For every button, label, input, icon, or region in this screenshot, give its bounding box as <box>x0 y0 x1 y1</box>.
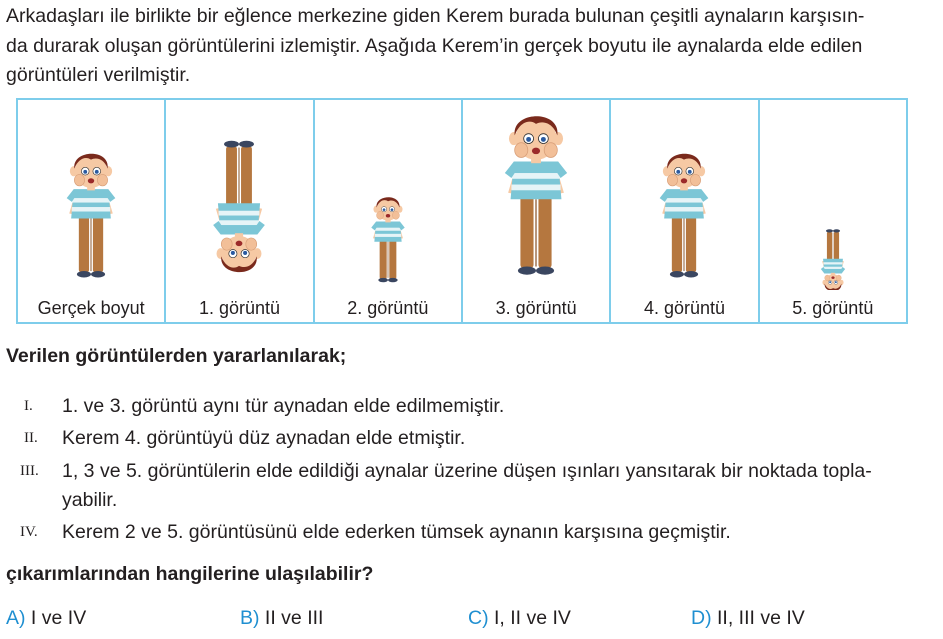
statement-numeral: I. <box>24 398 33 414</box>
panel-image-4 <box>611 100 759 322</box>
option-text: I ve IV <box>30 607 87 629</box>
panel-caption: 4. görüntü <box>643 298 725 318</box>
panel-image-3 <box>463 100 611 322</box>
panel-image-1 <box>166 100 314 322</box>
option-text: I, II ve IV <box>494 607 571 629</box>
intro-line: görüntüleri verilmiştir. <box>6 64 191 86</box>
statement-text: Kerem 2 ve 5. görüntüsünü elde ederken tümsek aynanın karşısına geçmiştir. <box>62 521 731 543</box>
option-a[interactable] <box>6 607 86 630</box>
panel-image-2 <box>315 100 463 322</box>
intro-line: Arkadaşları ile birlikte bir eğlence merkezine giden Kerem burada bulunan çeşitli aynaların karşısın- <box>6 5 865 27</box>
panel-image-5 <box>760 100 906 322</box>
image-panels <box>16 98 908 324</box>
panel-caption: 5. görüntü <box>792 298 874 318</box>
statement-numeral: III. <box>20 463 39 479</box>
panel-caption: 2. görüntü <box>347 298 429 318</box>
panel-caption: 1. görüntü <box>198 298 281 318</box>
statement-text: 1, 3 ve 5. görüntülerin elde edildiği aynalar üzerine düşen ışınları yansıtarak bir noktada topla- <box>62 460 872 482</box>
option-b[interactable] <box>240 607 323 630</box>
panel-real-size <box>18 100 166 322</box>
statement-text: Kerem 4. görüntüyü düz aynadan elde etmiştir. <box>62 427 466 449</box>
option-c[interactable] <box>468 607 571 630</box>
boy-figure-icon <box>611 100 757 290</box>
boy-figure-large-icon <box>463 100 609 290</box>
intro-paragraph <box>6 2 936 91</box>
option-d[interactable] <box>691 607 805 630</box>
intro-line: da durarak oluşan görüntülerini izlemiştir. Aşağıda Kerem’in gerçek boyutu ile aynalarda elde edilen <box>6 34 863 57</box>
panel-caption: 3. görüntü <box>495 298 577 318</box>
prompt-text: Verilen görüntülerden yararlanılarak; <box>6 345 347 367</box>
option-letter: B) <box>240 607 260 629</box>
boy-figure-small-icon <box>315 100 461 290</box>
statement-numeral: II. <box>24 430 38 446</box>
boy-figure-inverted-icon <box>166 100 312 290</box>
option-text: II, III ve IV <box>717 607 805 629</box>
option-letter: D) <box>691 607 712 629</box>
boy-figure-icon <box>18 100 164 290</box>
panel-caption: Gerçek boyut <box>37 298 145 318</box>
boy-figure-small-inverted-icon <box>760 100 906 290</box>
statement-text: yabilir. <box>62 489 118 511</box>
statement-numeral: IV. <box>20 524 38 540</box>
option-letter: A) <box>6 607 26 629</box>
question-text: çıkarımlarından hangilerine ulaşılabilir? <box>6 563 374 585</box>
option-text: II ve III <box>264 607 324 629</box>
statement-text: 1. ve 3. görüntü aynı tür aynadan elde edilmemiştir. <box>62 395 505 417</box>
option-letter: C) <box>468 607 489 629</box>
